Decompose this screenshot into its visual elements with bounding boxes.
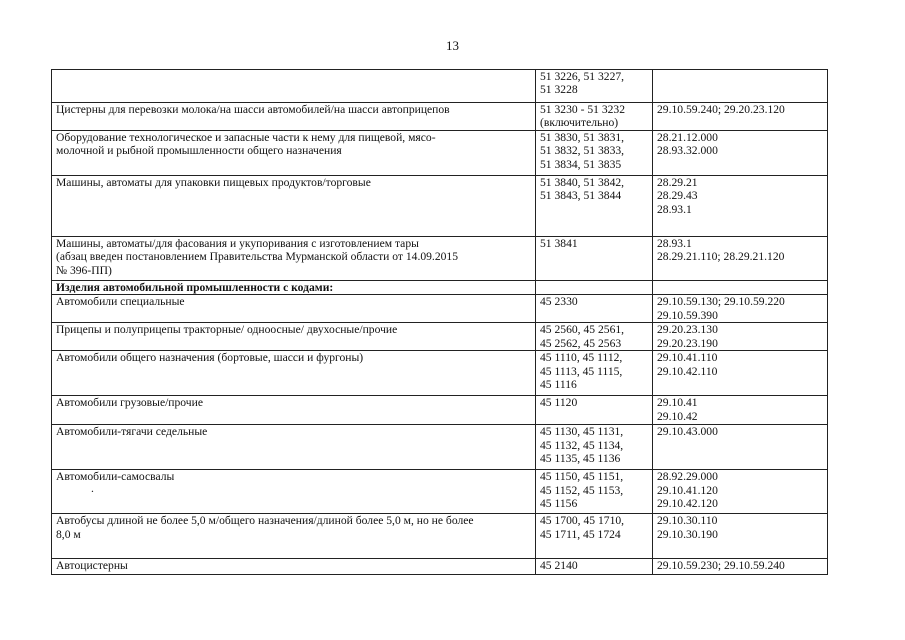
cell-line: 28.93.1 (657, 237, 692, 250)
okpd2-codes-cell (653, 281, 828, 295)
cell-line: 8,0 м (56, 527, 81, 541)
cell-line: 45 1120 (540, 396, 578, 410)
product-name-cell (52, 514, 536, 559)
cell-line: Автомобили общего назначения (бортовые, шасси и фургоны) (56, 351, 364, 365)
product-name-cell (52, 323, 536, 351)
cell-line: 28.92.29.000 (657, 470, 718, 484)
cell-line: 28.29.21.110; 28.29.21.120 (657, 250, 785, 264)
cell-line: 45 1700, 45 1710, (540, 514, 625, 528)
okpd2-codes-cell (653, 237, 828, 281)
table-row (52, 470, 828, 514)
product-name-cell (52, 396, 536, 425)
cell-line: 45 2562, 45 2563 (540, 336, 622, 350)
cell-line: 29.10.42.110 (657, 364, 718, 378)
cell-line: 28.93.32.000 (657, 144, 718, 158)
table-body (52, 70, 828, 575)
okpd2-codes-cell (653, 559, 828, 575)
cell-line: Прицепы и полуприцепы тракторные/ одноосные/ двухосные/прочие (56, 323, 398, 337)
cell-line: № 396-ПП) (56, 263, 112, 277)
cell-line: Автоцистерны (56, 559, 128, 573)
cell-line: 45 2140 (540, 559, 578, 573)
page-number: 13 (446, 38, 459, 53)
okpd2-codes-cell (653, 176, 828, 237)
cell-line: Автомобили-самосвалы (56, 470, 175, 484)
okp-codes-cell (536, 396, 653, 425)
cell-line: 45 1116 (540, 378, 577, 392)
cell-line: Изделия автомобильной промышленности с кодами: (56, 281, 334, 294)
table-row (52, 237, 828, 281)
cell-line: Автомобили грузовые/прочие (56, 396, 203, 410)
cell-line: 51 3226, 51 3227, (540, 70, 625, 83)
product-name-cell (52, 470, 536, 514)
okpd2-codes-cell (653, 295, 828, 323)
cell-line: 29.10.41.110 (657, 351, 718, 365)
cell-line: 45 2560, 45 2561, (540, 323, 625, 337)
cell-line: 51 3230 - 51 3232 (540, 103, 626, 116)
okpd2-codes-cell (653, 131, 828, 176)
cell-line: 51 3830, 51 3831, (540, 131, 625, 144)
cell-line: 29.10.59.230; 29.10.59.240 (657, 559, 785, 573)
okpd2-codes-cell (653, 103, 828, 131)
product-name-cell (52, 176, 536, 237)
okp-codes-cell (536, 425, 653, 470)
cell-line: 29.10.30.110 (657, 514, 718, 528)
okp-codes-cell (536, 281, 653, 295)
product-name-cell (52, 70, 536, 103)
product-name-cell (52, 425, 536, 470)
okp-codes-cell (536, 176, 653, 237)
okp-codes-cell (536, 514, 653, 559)
cell-line: 29.10.42 (657, 409, 698, 423)
table-row (52, 70, 828, 103)
product-name-cell (52, 281, 536, 295)
okp-codes-cell (536, 470, 653, 514)
cell-line: 29.10.43.000 (657, 425, 718, 439)
cell-line: 29.10.41.120 (657, 483, 718, 497)
cell-line: (включительно) (540, 116, 619, 130)
cell-line: 29.10.59.390 (657, 308, 718, 322)
cell-line: (абзац введен постановлением Правительства Мурманской области от 14.09.2015 (56, 250, 459, 264)
cell-line: 45 1110, 45 1112, (540, 351, 623, 365)
cell-line: 29.20.23.190 (657, 336, 718, 350)
okpd2-codes-cell (653, 470, 828, 514)
cell-line: Машины, автоматы для упаковки пищевых продуктов/торговые (56, 176, 371, 189)
cell-line: 28.21.12.000 (657, 131, 718, 144)
cell-line: Автомобили-тягачи седельные (56, 425, 208, 439)
cell-line: 45 1711, 45 1724 (540, 527, 621, 541)
stray-dot-mark: . (91, 481, 94, 495)
product-name-cell (52, 237, 536, 281)
product-name-cell (52, 131, 536, 176)
okpd2-codes-cell (653, 323, 828, 351)
cell-line: 45 1152, 45 1153, (540, 483, 624, 497)
cell-line: 45 1130, 45 1131, (540, 425, 624, 439)
cell-line: Машины, автоматы/для фасования и укупоривания с изготовлением тары (56, 237, 419, 250)
cell-line: 51 3832, 51 3833, (540, 144, 625, 158)
okp-codes-cell (536, 103, 653, 131)
okp-codes-cell (536, 351, 653, 396)
table-row (52, 351, 828, 396)
cell-line: 45 1156 (540, 497, 578, 511)
okpd2-codes-cell (653, 514, 828, 559)
okp-codes-cell (536, 70, 653, 103)
cell-line: 45 1132, 45 1134, (540, 438, 624, 452)
cell-line: Автомобили специальные (56, 295, 185, 309)
table-row (52, 131, 828, 176)
okp-codes-cell (536, 131, 653, 176)
table-row (52, 323, 828, 351)
product-name-cell (52, 295, 536, 323)
cell-line: 29.10.41 (657, 396, 698, 410)
cell-line: Оборудование технологическое и запасные части к нему для пищевой, мясо- (56, 131, 436, 144)
product-code-table (51, 69, 828, 575)
cell-line: 45 1135, 45 1136 (540, 452, 621, 466)
table-row (52, 514, 828, 559)
cell-line: 29.10.42.120 (657, 497, 718, 511)
okpd2-codes-cell (653, 396, 828, 425)
section-header-row (52, 281, 828, 295)
table-row (52, 176, 828, 237)
product-name-cell (52, 559, 536, 575)
cell-line: 29.10.59.240; 29.20.23.120 (657, 103, 785, 116)
cell-line: 45 1150, 45 1151, (540, 470, 624, 484)
cell-line: 29.10.59.130; 29.10.59.220 (657, 295, 785, 309)
cell-line: 28.29.21 (657, 176, 698, 189)
cell-line: 29.10.30.190 (657, 527, 718, 541)
cell-line: 51 3834, 51 3835 (540, 157, 622, 171)
product-name-cell (52, 103, 536, 131)
cell-line: 51 3840, 51 3842, (540, 176, 625, 189)
okp-codes-cell (536, 237, 653, 281)
table-row (52, 425, 828, 470)
cell-line: молочной и рыбной промышленности общего назначения (56, 144, 342, 158)
table-row (52, 103, 828, 131)
cell-line: 28.29.43 (657, 189, 698, 203)
cell-line: 45 1113, 45 1115, (540, 364, 623, 378)
okp-codes-cell (536, 323, 653, 351)
okp-codes-cell (536, 559, 653, 575)
okp-codes-cell (536, 295, 653, 323)
cell-line: Автобусы длиной не более 5,0 м/общего назначения/длиной более 5,0 м, но не более (56, 514, 474, 528)
cell-line: Цистерны для перевозки молока/на шасси автомобилей/на шасси автоприцепов (56, 103, 450, 116)
cell-line: 51 3228 (540, 83, 578, 97)
product-name-cell (52, 351, 536, 396)
okpd2-codes-cell (653, 425, 828, 470)
okpd2-codes-cell (653, 70, 828, 103)
cell-line: 29.20.23.130 (657, 323, 718, 337)
okpd2-codes-cell (653, 351, 828, 396)
cell-line: 51 3843, 51 3844 (540, 189, 622, 203)
table-row (52, 559, 828, 575)
cell-line: 51 3841 (540, 237, 578, 250)
cell-line: 45 2330 (540, 295, 578, 309)
cell-line: 28.93.1 (657, 202, 692, 216)
table-row (52, 396, 828, 425)
table-row (52, 295, 828, 323)
